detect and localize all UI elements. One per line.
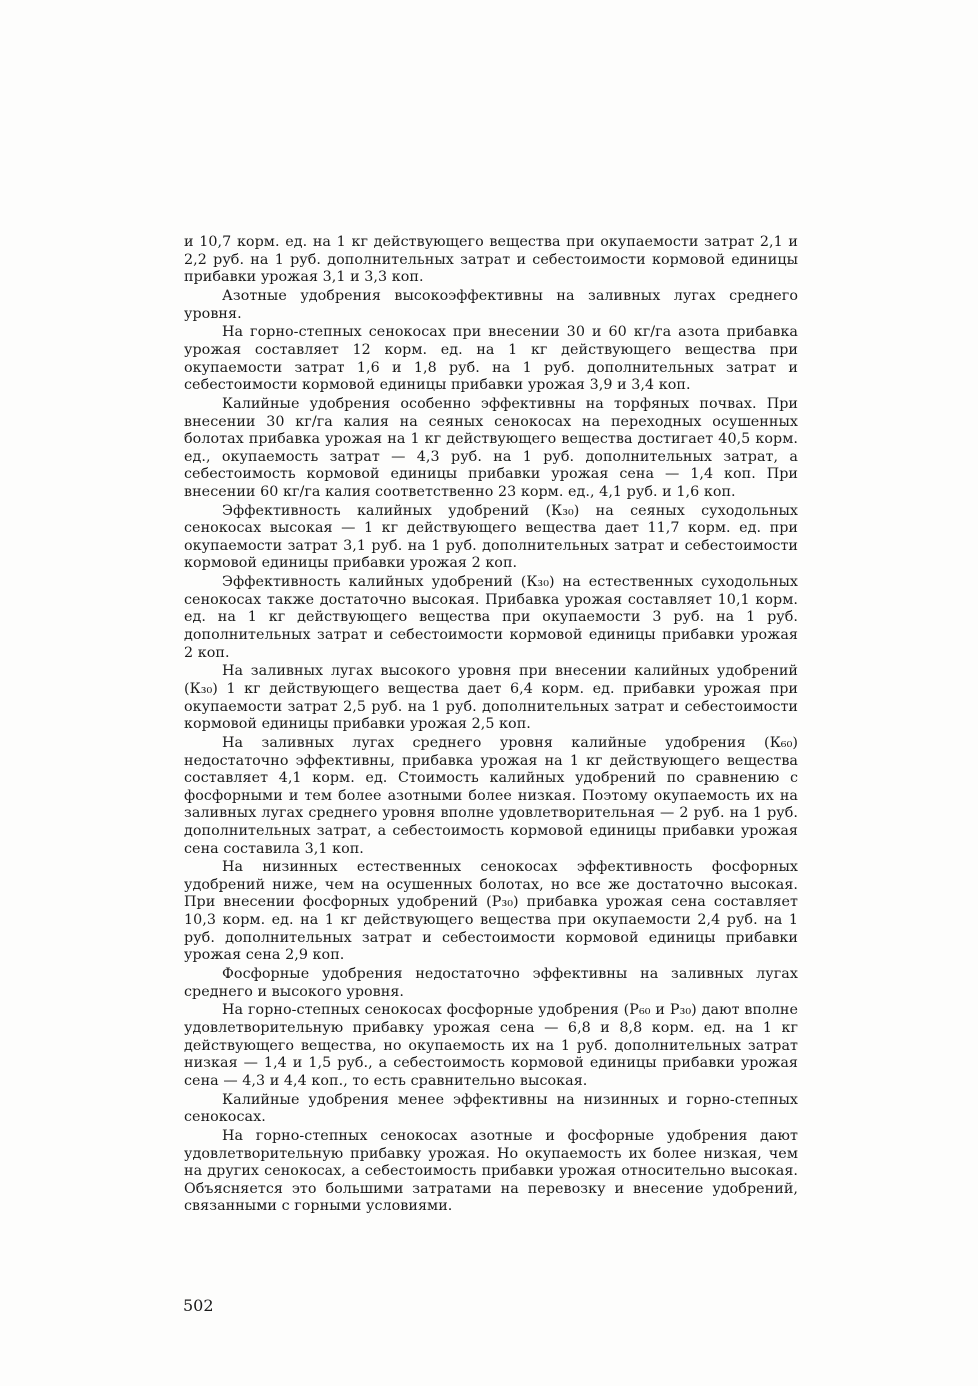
page-number: 502 [183, 1296, 214, 1315]
paragraph-10: Фосфорные удобрения недостаточно эффективны на заливных лугах среднего и высокого уровня. [184, 966, 798, 1000]
paragraph-11: На горно-степных сенокосах фосфорные удобрения (Р₆₀ и Р₃₀) дают вполне удовлетворительную прибавку урожая сена — 6,8 и 8,8 корм. ед. на 1 кг действующего вещества, но окупаемость их на 1 руб. дополнительных затрат низкая — 1,4 и 1,5 руб., а себестоимость кормовой единицы прибавки урожая сена — 4,3 и 4,4 коп., то есть сравнительно высокая. [184, 1002, 798, 1089]
paragraph-1: и 10,7 корм. ед. на 1 кг действующего вещества при окупаемости затрат 2,1 и 2,2 руб. на 1 руб. дополнительных затрат и себестоимости кормовой единицы прибавки урожая 3,1 и 3,3 коп. [184, 234, 798, 286]
paragraph-4: Калийные удобрения особенно эффективны на торфяных почвах. При внесении 30 кг/га калия на сеяных сенокосах на переходных осушенных болотах прибавка урожая на 1 кг действующего вещества достигает 40,5 корм. ед., окупаемость затрат — 4,3 руб. на 1 руб. дополнительных затрат, а себестоимость кормовой единицы прибавки урожая сена — 1,4 коп. При внесении 60 кг/га калия соответственно 23 корм. ед., 4,1 руб. и 1,6 коп. [184, 395, 798, 500]
paragraph-2: Азотные удобрения высокоэффективны на заливных лугах среднего уровня. [184, 287, 798, 322]
paragraph-9: На низинных естественных сенокосах эффективность фосфорных удобрений ниже, чем на осушенных болотах, но все же достаточно высокая. При внесении фосфорных удобрений (Р₃₀) прибавка урожая сена составляет 10,3 корм. ед. на 1 кг действующего вещества при окупаемости 2,4 руб. на 1 руб. дополнительных затрат и себестоимости кормовой единицы прибавки урожая сена 2,9 коп. [184, 859, 798, 964]
paragraph-13: На горно-степных сенокосах азотные и фосфорные удобрения дают удовлетворительную прибавку урожая. Но окупаемость их более низкая, чем на других сенокосах, а себестоимость прибавки урожая относительно высокая. Объясняется это большими затратами на перевозку и внесение удобрений, связанными с горными условиями. [184, 1127, 798, 1215]
paragraph-12: Калийные удобрения менее эффективны на низинных и горно-степных сенокосах. [184, 1091, 798, 1126]
paragraph-3: На горно-степных сенокосах при внесении 30 и 60 кг/га азота прибавка урожая составляет 12 корм. ед. на 1 кг действующего вещества при окупаемости затрат 1,6 и 1,8 руб. на 1 руб. дополнительных затрат и себестоимости кормовой единицы прибавки урожая 3,9 и 3,4 коп. [184, 324, 798, 394]
body-text [184, 234, 798, 1217]
paragraph-7: На заливных лугах высокого уровня при внесении калийных удобрений (К₃₀) 1 кг действующего вещества дает 6,4 корм. ед. прибавки урожая при окупаемости затрат 2,5 руб. на 1 руб. дополнительных затрат и себестоимости кормовой единицы прибавки урожая 2,5 коп. [184, 663, 798, 733]
paragraph-6: Эффективность калийных удобрений (К₃₀) на естественных суходольных сенокосах также достаточно высокая. Прибавка урожая составляет 10,1 корм. ед. на 1 кг действующего вещества при окупаемости 3 руб. на 1 руб. дополнительных затрат и себестоимости кормовой единицы прибавки урожая 2 коп. [184, 574, 798, 661]
paragraph-8: На заливных лугах среднего уровня калийные удобрения (К₆₀) недостаточно эффективны, прибавка урожая на 1 кг действующего вещества составляет 4,1 корм. ед. Стоимость калийных удобрений по сравнению с фосфорными и тем более азотными более низкая. Поэтому окупаемость их на заливных лугах среднего уровня вполне удовлетворительная — 2 руб. на 1 руб. дополнительных затрат, а себестоимость кормовой единицы прибавки урожая сена составила 3,1 коп. [184, 734, 798, 857]
paragraph-5: Эффективность калийных удобрений (К₃₀) на сеяных суходольных сенокосах высокая — 1 кг действующего вещества дает 11,7 корм. ед. при окупаемости затрат 3,1 руб. на 1 руб. дополнительных затрат и себестоимости кормовой единицы прибавки урожая 2 коп. [184, 502, 798, 572]
